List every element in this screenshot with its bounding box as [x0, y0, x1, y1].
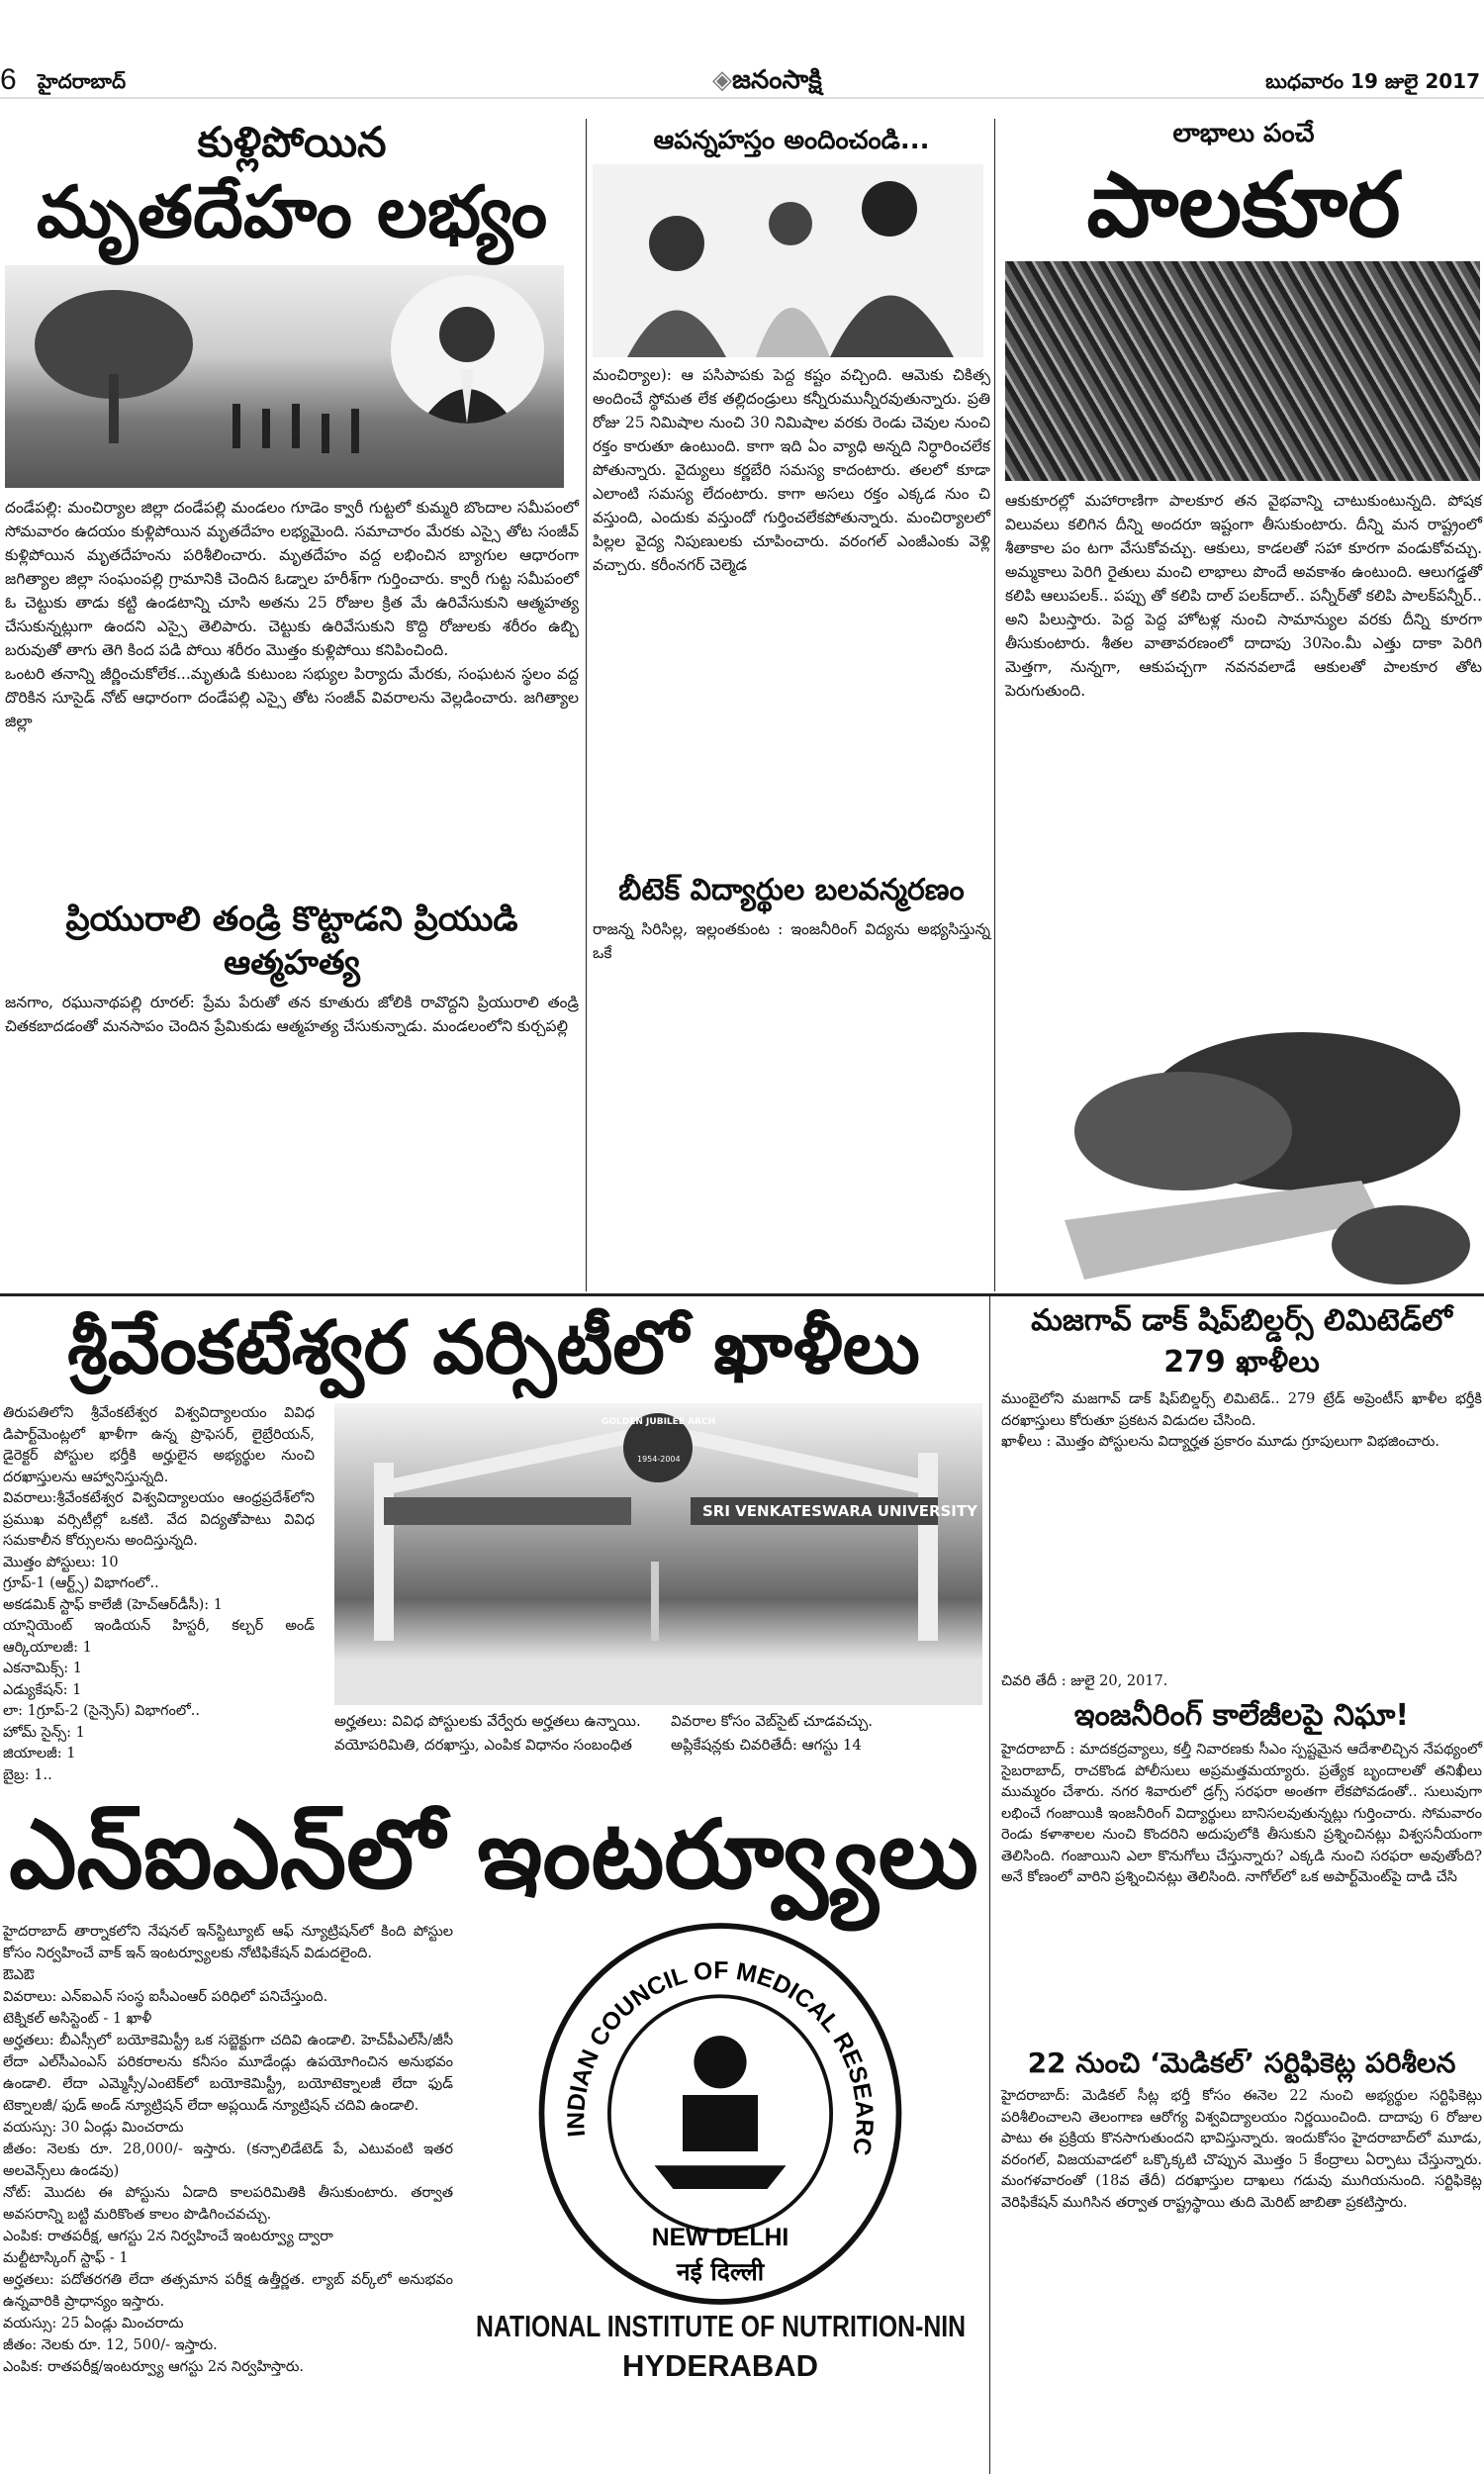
gate-illustration	[334, 1403, 982, 1705]
column-2	[589, 121, 994, 1293]
column-3	[999, 117, 1484, 1289]
column-divider	[989, 1296, 990, 2474]
story3-body: మంచిర్యాల): ఆ పసిపాపకు పెద్ద కష్టం వచ్చింది. ఆమెకు చికిత్స అందించే స్థోమత లేక తల్లిదండ్రులు కన్నీరుమున్నీరవుతున్నారు. ప్రతి రోజు 25 నిమిషాల నుంచి 30 నిమిషాల వరకు రెండు చెవుల నుంచి రక్తం కారుతూ ఉంటుంది. కాగా ఇది ఏం వ్యాధి అన్నది నిర్ధారించలేక పోతున్నారు. వైద్యులు కర్ణబేరి సమస్య కాదంటారు. తలలో కూడా ఎలాంటి సమస్య లేదంటారు. కాగా అసలు రక్తం ఎక్కడ నుం చి వస్తుంది, ఎందుకు వస్తుందో గుర్తించలేకపోతున్నారు. మంచిర్యాలలో పిల్లల వైద్య నిపుణులకు చూపించారు. వరంగల్ ఎంజీఎంకు వెళ్లి వచ్చారు. కరీంనగర్ చెల్మెడ	[593, 366, 990, 574]
icmr-logo	[532, 1921, 908, 2307]
family-illustration	[593, 164, 983, 357]
column-1	[0, 114, 584, 1291]
logo-ring-text: INDIAN COUNCIL OF MEDICAL RESEARC	[563, 1957, 878, 2158]
masthead-logo	[712, 65, 822, 101]
story7-body: హైదరాబాద్ తార్నాకలోని నేషనల్ ఇన్‌స్టిట్యూట్ ఆఫ్ న్యూట్రిషన్‌లో కింది పోస్టుల కోసం నిర్వహించే వాక్ ఇన్ ఇంటర్వ్యూలకు నోటిఫికేషన్ విడుదలైంది. ఔఎఔ వివరాలు: ఎన్ఐఎన్ సంస్థ ఐసీఎంఆర్ పరిధిలో పనిచేస్తుంది. టెక్నికల్ అసిస్టెంట్ - 1 ఖాళీ అర్హతలు: బీఎస్సీలో బయోకెమిస్ట్రీ ఒక సబ్జెక్టుగా చదివి ఉండాలి. హెచ్‌పీఎల్‌సీ/జీసీ లేదా ఎల్‌సీఎంఎస్ పరికరాలను కనీసం మూడేండ్లు ఉపయోగించిన అనుభవం ఉండాలి. లేదా ఎమ్మెస్సీ/ఎంటెక్‌లో బయోకెమిస్ట్రీ, బయోటెక్నాలజీ లేదా ఫుడ్ టెక్నాలజీ/ ఫుడ్ అండ్ న్యూట్రిషన్ లేదా అప్లయిడ్ న్యూట్రిషన్ చదివి ఉండాలి. వయస్సు: 30 ఏండ్లు మించరాదు జీతం: నెలకు రూ. 28,000/- ఇస్తారు. (కన్సాలిడేటెడ్ పే, ఎటువంటి ఇతర అలవెన్స్‌లు ఉండవు) నోట్: మొదట ఈ పోస్టును ఏడాది కాలపరిమితికి తీసుకుంటారు. తర్వాత అవసరాన్ని బట్టి మరికొంత కాలం పొడిగించవచ్చు. ఎంపిక: రాతపరీక్ష, ఆగస్టు 2న నిర్వహించే ఇంటర్వ్యూ ద్వారా మల్టీటాస్కింగ్ స్టాఫ్ - 1 అర్హతలు: పదోతరగతి లేదా తత్సమాన పరీక్ష ఉత్తీర్ణత. ల్యాబ్ వర్క్‌లో అనుభవం ఉన్నవారికి ప్రాధాన్యం ఇస్తారు. వయస్సు: 25 ఏండ్లు మించరాదు జీతం: నెలకు రూ. 12, 500/- ఇస్తారు. ఎంపిక: రాతపరీక్ష/ఇంటర్వ్యూ ఆగస్టు 2న నిర్వహిస్తారు.	[3, 1924, 453, 2375]
column-divider	[586, 119, 587, 1291]
story6-caption-right: వివరాల కోసం వెబ్‌సైట్ చూడవచ్చు. అప్లికేషన్లకు చివరితేదీ: ఆగస్టు 14	[671, 1712, 874, 1754]
story4-headline: బీటెక్ విద్యార్థుల బలవన్మరణం	[618, 873, 965, 907]
story6-caption-left: అర్హతలు: వివిధ పోస్టులకు వేర్వేరు అర్హతలు ఉన్నాయి. వయోపరిమితి, దరఖాస్తు, ఎంపిక విధానం సంబంధిత	[334, 1712, 641, 1754]
story10-body: హైదరాబాద్: మెడికల్ సీట్ల భర్తీ కోసం ఈనెల 22 నుంచి అభ్యర్థుల సర్టిఫికెట్లు పరిశీలించాలని తెలంగాణ ఆరోగ్య విశ్వవిద్యాలయం నిర్ణయించింది. దాదాపు 6 రోజుల పాటు ఈ ప్రక్రియ కొనసాగుతుందని భావిస్తున్నారు. ఇందుకోసం హైదరాబాద్‌లో మూడు, వరంగల్, విజయవాడలో ఒక్కొక్కటి చొప్పున మొత్తం 5 కేంద్రాలు ఏర్పాటు చేస్తున్నారు. మంగళవారంతో (18వ తేదీ) దరఖాస్తుల దాఖలు గడువు ముగియనుంది. సర్టిఫికెట్ల వెరిఫికేషన్ ముగిసిన తర్వాత రాష్ట్రస్థాయి తుది మెరిట్ జాబితా ప్రకటిస్తారు.	[1001, 2088, 1482, 2211]
spinach-field-photo	[1005, 261, 1480, 481]
story2-body: జనగాం, రఘునాథపల్లి రూరల్: ప్రేమ పేరుతో తన కూతురు జోలికి రావొద్దని ప్రియురాలి తండ్రి చితకబాదడంతో మనసాపం చెందిన ప్రేమికుడు ఆత్మహత్య చేసుకున్నాడు. మండలంలోని కుర్చపల్లి	[5, 994, 579, 1036]
bottom-right-section	[999, 1300, 1482, 2474]
story6-body: తిరుపతిలోని శ్రీవేంకటేశ్వర విశ్వవిద్యాలయం వివిధ డిపార్ట్‌మెంట్లలో ఖాళీగా ఉన్న ప్రొఫెసర్, లైబ్రేరియన్, డైరెక్టర్ పోస్టుల భర్తీకి అర్హులైన అభ్యర్థుల నుంచి దరఖాస్తులను ఆహ్వానిస్తున్నది. వివరాలు:శ్రీవేంకటేశ్వర విశ్వవిద్యాలయం ఆంధ్రప్రదేశ్‌లోని ప్రముఖ వర్సిటీల్లో ఒకటి. వేద విద్యతోపాటు వివిధ సమకాలీన కోర్సులను అందిస్తున్నది. మొత్తం పోస్టులు: 10 గ్రూప్-1 (ఆర్ట్స్) విభాగంలో.. అకడమిక్ స్టాఫ్ కాలేజీ (హెచ్‌ఆర్‌డీసీ): 1 యాన్షియెంట్ ఇండియన్ హిస్టరీ, కల్చర్ అండ్ ఆర్కియాలజీ: 1 ఎకనామిక్స్: 1 ఎడ్యుకేషన్: 1 లా: 1గ్రూప్-2 (సైన్సెస్) విభాగంలో.. హోమ్ సైన్స్: 1 జియాలజీ: 1 బైబ్ర: 1..	[3, 1405, 315, 1783]
story10-headline: 22 నుంచి ‘మెడికల్’ సర్టిఫికెట్ల పరిశీలన	[1027, 2046, 1456, 2079]
icmr-seal-icon	[532, 1921, 908, 2307]
edition-city: హైదరాబాద్	[38, 69, 127, 93]
story6-content	[3, 1403, 984, 1786]
bottom-left-section	[0, 1300, 984, 2474]
logo-city-text: NEW DELHI	[651, 2225, 789, 2251]
story9-body: హైదరాబాద్ : మాదకద్రవ్యాలు, కల్తీ నివారణకు సీఎం స్పష్టమైన ఆదేశాలిచ్చిన నేపథ్యంలో సైబరాబాద్, రాచకొండ పోలీసులు అప్రమత్తమయ్యారు. ప్రత్యేక బృందాలతో తనిఖీలు ముమ్మరం చేశారు. నగర శివారులో డ్రగ్స్ సరఫరా అంతగా లేకపోవడంతో.. సులువుగా లభించే గంజాయికి ఇంజనీరింగ్ విద్యార్థులు బానిసలవుతున్నట్లు గుర్తించారు. సోమవారం రెండు కళాశాలల నుంచి కొందరిని అదుపులోకి తీసుకుని ప్రశ్నించినట్లు విశ్వసనీయంగా తెలిసింది. గంజాయిని ఎలా కొనుగోలు చేస్తున్నారు? ఎక్కడి నుంచి సరఫరా అవుతోంది? అనే కోణంలో వారిని ప్రశ్నించినట్లు తెలిసింది. నాగోల్‌లో ఒక అపార్ట్‌మెంట్‌పై దాడి చేసి	[1001, 1742, 1482, 1885]
story3-kicker: ఆపన్నహస్తం అందించండి...	[653, 126, 930, 155]
page-header	[0, 59, 1484, 99]
story8-headline: మజగావ్ డాక్ షిప్‌బిల్డర్స్ లిమిటెడ్‌లో 279 ఖాళీలు	[1031, 1303, 1452, 1380]
story9-headline: ఇంజనీరింగ్ కాలేజీలపై నిఘా!	[1073, 1698, 1410, 1733]
story4-body: రాజన్న సిరిసిల్ల, ఇల్లంతకుంట : ఇంజనీరింగ్ విద్యను అభ్యసిస్తున్న ఒకే	[593, 920, 990, 962]
institute-name: NATIONAL INSTITUTE OF NUTRITION-NIN	[475, 2309, 966, 2343]
story1-body: దండేపల్లి: మంచిర్యాల జిల్లా దండేపల్లి మండలం గూడెం క్వారీ గుట్టలో కుమ్మరి బొందాల సమీపంలో సోమవారం ఉదయం కుళ్లిపోయిన మృతదేహం లభ్యమైంది. సమాచారం మేరకు ఎస్సై తోట సంజీవ్ కుళ్లిపోయిన మృతదేహంను పరిశీలించారు. మృతదేహం వద్ద లభించిన బ్యాగుల ఆధారంగా జగిత్యాల జిల్లా సంఘంపల్లి గ్రామానికి చెందిన ఓడ్నాల హరీశ్‌గా గుర్తించారు. క్వారీ గుట్ట సమీపంలో ఓ చెట్టుకు తాడు కట్టి ఉండటాన్ని చూసి అతను 25 రోజుల క్రిత మే ఉరివేసుకుని ఆత్మహత్య చేసుకున్నట్లుగా ఉందని ఎస్సై తెలిపారు. చెట్టుకు ఉరివేసుకుని కొద్ది రోజులకు శరీరం ఉబ్బి బరువుతో తాగు తెగి కింద పడి పోయి శరీరం మొత్తం కుళ్లిపోయి కనిపించింది. ఒంటరి తనాన్ని జీర్ణించుకోలేక...మృతుడి కుటుంబ సభ్యుల పిర్యాదు మేరకు, సంఘటన స్థలం వద్ద దొరికిన సూసైడ్ నోట్ ఆధారంగా దండేపల్లి ఎస్సై తోట సంజీవ్ వివరాలను వెల్లడించారు. జగిత్యాల జిల్లా	[5, 498, 579, 730]
spinach-bunch-photo	[1005, 1022, 1480, 1289]
institute-city: HYDERABAD	[621, 2348, 819, 2383]
story5-kicker: లాభాలు పంచే	[1172, 119, 1315, 148]
logo-icon: ◈	[712, 65, 732, 95]
story6-photo-block	[334, 1403, 982, 1757]
column-divider	[994, 119, 995, 1291]
story7-logo-block	[473, 1921, 968, 2386]
story6-captions	[334, 1709, 982, 1757]
family-photo	[593, 164, 983, 357]
university-sign: SRI VENKATESWARA UNIVERSITY	[702, 1502, 977, 1520]
arch-years: 1954-2004	[637, 1455, 681, 1464]
story5-body: ఆకుకూరల్లో మహారాణిగా పాలకూర తన వైభవాన్ని చాటుకుంటున్నది. పోషక విలువలు కలిగిన దీన్ని అందరూ ఇష్టంగా తీసుకుంటారు. దీన్ని మన రాష్ట్రంలో శీతాకాల పం టగా వేసుకోవచ్చు. ఆకులు, కాడలతో సహా కూరగా వండుకోవచ్చు. అమ్మకాలు పెరిగి రైతులు మంచి లాభాలు పొందే అవకాశం ఉంటుంది. ఆలుగడ్డతో కలిపి ఆలుపలక్.. పప్పు తో కలిపి దాల్ పలక్‌దాల్.. పన్నీర్‌తో కలిపి పాలక్‌పన్నీర్.. అని పిలుస్తారు. పెద్ద పెద్ద హోటళ్ల నుంచి సామాన్యుల వరకు దీన్ని కూరగా తీసుకుంటారు. శీతల వాతావరణంలో దాదాపు 30సెం.మీ ఎత్తు దాకా పెరిగి మెత్తగా, నున్నగా, ఆకుపచ్చగా నవనవలాడే ఆకులతో పాలకూర తోట పెరుగుతుంది.	[1005, 492, 1482, 700]
issue-date: బుధవారం 19 జులై 2017	[1265, 69, 1480, 93]
story1-headline: మృతదేహం లభ్యం	[36, 170, 548, 253]
page-number: 6	[0, 63, 17, 96]
story2-headline: ప్రియురాలి తండ్రి కొట్టాడని ప్రియుడి ఆత్మహత్య	[65, 899, 518, 983]
quarry-photo	[5, 265, 564, 488]
story1-kicker: కుళ్లిపోయిన	[197, 118, 387, 166]
story5-headline: పాలకూర	[1086, 153, 1401, 257]
section-divider	[0, 1293, 1484, 1296]
logo-hindi-city: नई दिल्ली	[676, 2257, 765, 2287]
spinach-illustration	[1005, 1022, 1480, 1289]
story6-headline: శ్రీవేంకటేశ్వర వర్సిటీలో ఖాళీలు	[67, 1305, 920, 1390]
arch-sign: GOLDEN JUBILEE ARCH	[602, 1417, 716, 1427]
victim-portrait	[391, 275, 544, 424]
story8-body: ముంబైలోని మజగావ్ డాక్ షిప్‌బిల్డర్స్ లిమిటెడ్.. 279 ట్రేడ్ అప్రెంటీస్ ఖాళీల భర్తీకి దరఖాస్తులు కోరుతూ ప్రకటన విడుదల చేసింది. ఖాళీలు : మొత్తం పోస్టులను విద్యార్హత ప్రకారం మూడు గ్రూపులుగా విభజించారు. చివరి తేదీ : జులై 20, 2017.	[1001, 1391, 1482, 1689]
university-gate-photo	[334, 1403, 982, 1705]
paper-name: జనంసాక్షి	[732, 65, 822, 95]
story7-headline: ఎన్ఐఎన్‌లో ఇంటర్వ్యూలు	[9, 1799, 978, 1910]
story7-content	[3, 1921, 984, 2386]
